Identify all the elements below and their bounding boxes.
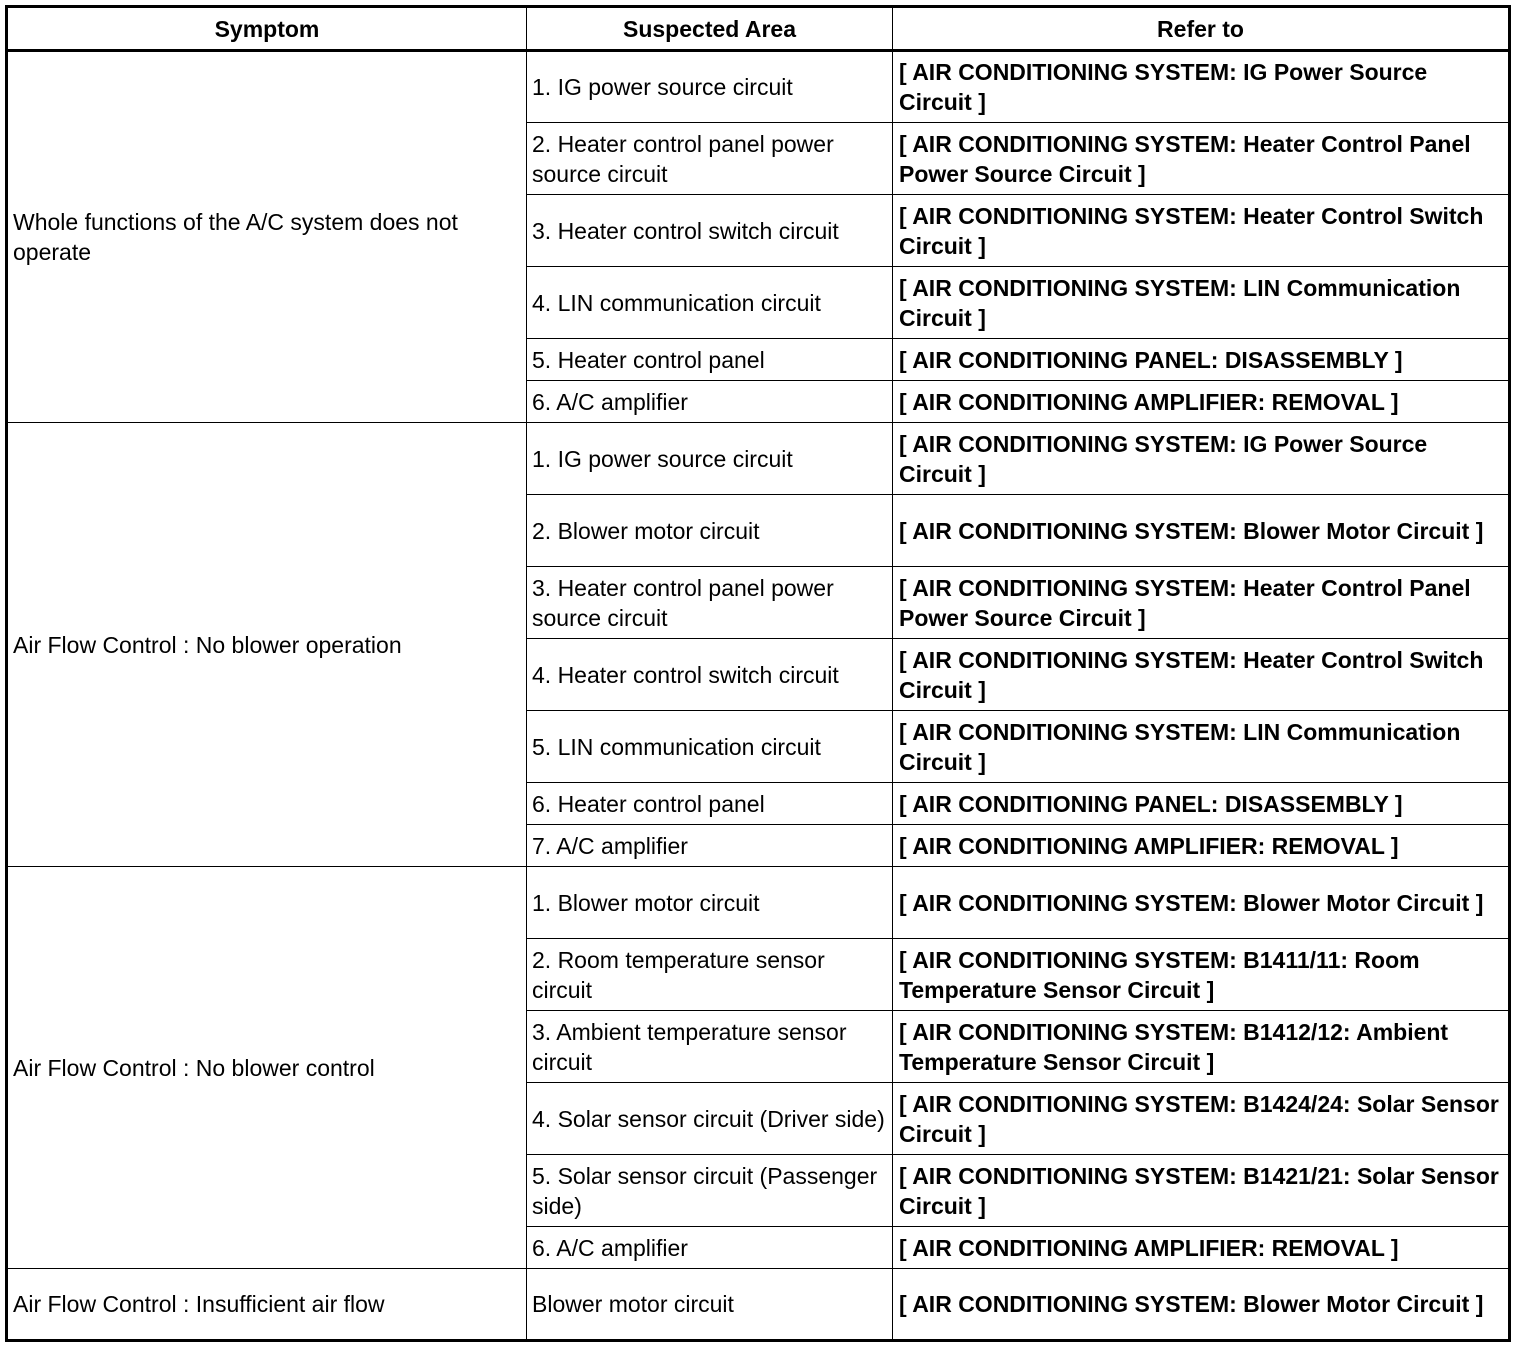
table-row xyxy=(7,423,1510,495)
header-suspected-area: Suspected Area xyxy=(527,7,893,51)
suspected-area-cell: 5. LIN communication circuit xyxy=(527,711,893,783)
refer-to-link[interactable]: [ AIR CONDITIONING SYSTEM: LIN Communication Circuit ] xyxy=(893,711,1510,783)
refer-to-link[interactable]: [ AIR CONDITIONING SYSTEM: B1412/12: Ambient Temperature Sensor Circuit ] xyxy=(893,1011,1510,1083)
symptom-cell: Air Flow Control : Insufficient air flow xyxy=(7,1269,527,1341)
suspected-area-cell: 6. Heater control panel xyxy=(527,783,893,825)
symptom-cell: Whole functions of the A/C system does not operate xyxy=(7,51,527,423)
refer-to-link[interactable]: [ AIR CONDITIONING SYSTEM: Blower Motor Circuit ] xyxy=(893,495,1510,567)
refer-to-link[interactable]: [ AIR CONDITIONING SYSTEM: Heater Control Panel Power Source Circuit ] xyxy=(893,567,1510,639)
refer-to-link[interactable]: [ AIR CONDITIONING SYSTEM: Blower Motor Circuit ] xyxy=(893,867,1510,939)
refer-to-link[interactable]: [ AIR CONDITIONING SYSTEM: LIN Communication Circuit ] xyxy=(893,267,1510,339)
suspected-area-cell: 1. IG power source circuit xyxy=(527,423,893,495)
suspected-area-cell: 1. Blower motor circuit xyxy=(527,867,893,939)
suspected-area-cell: 5. Heater control panel xyxy=(527,339,893,381)
suspected-area-cell: 3. Heater control switch circuit xyxy=(527,195,893,267)
header-symptom: Symptom xyxy=(7,7,527,51)
table-row xyxy=(7,1269,1510,1341)
suspected-area-cell: 3. Ambient temperature sensor circuit xyxy=(527,1011,893,1083)
suspected-area-cell: 6. A/C amplifier xyxy=(527,1227,893,1269)
diagnosis-table xyxy=(5,5,1511,1342)
suspected-area-cell: 1. IG power source circuit xyxy=(527,51,893,123)
refer-to-link[interactable]: [ AIR CONDITIONING SYSTEM: Heater Control Panel Power Source Circuit ] xyxy=(893,123,1510,195)
suspected-area-cell: 2. Heater control panel power source circuit xyxy=(527,123,893,195)
suspected-area-cell: 7. A/C amplifier xyxy=(527,825,893,867)
header-refer-to: Refer to xyxy=(893,7,1510,51)
suspected-area-cell: 4. Solar sensor circuit (Driver side) xyxy=(527,1083,893,1155)
table-row xyxy=(7,867,1510,939)
refer-to-link[interactable]: [ AIR CONDITIONING SYSTEM: Heater Control Switch Circuit ] xyxy=(893,195,1510,267)
refer-to-link[interactable]: [ AIR CONDITIONING SYSTEM: Blower Motor Circuit ] xyxy=(893,1269,1510,1341)
suspected-area-cell: 6. A/C amplifier xyxy=(527,381,893,423)
symptom-cell: Air Flow Control : No blower operation xyxy=(7,423,527,867)
refer-to-link[interactable]: [ AIR CONDITIONING AMPLIFIER: REMOVAL ] xyxy=(893,381,1510,423)
suspected-area-cell: 3. Heater control panel power source circuit xyxy=(527,567,893,639)
suspected-area-cell: Blower motor circuit xyxy=(527,1269,893,1341)
refer-to-link[interactable]: [ AIR CONDITIONING AMPLIFIER: REMOVAL ] xyxy=(893,825,1510,867)
refer-to-link[interactable]: [ AIR CONDITIONING SYSTEM: B1424/24: Solar Sensor Circuit ] xyxy=(893,1083,1510,1155)
header-row xyxy=(7,7,1510,51)
refer-to-link[interactable]: [ AIR CONDITIONING PANEL: DISASSEMBLY ] xyxy=(893,339,1510,381)
suspected-area-cell: 4. Heater control switch circuit xyxy=(527,639,893,711)
refer-to-link[interactable]: [ AIR CONDITIONING PANEL: DISASSEMBLY ] xyxy=(893,783,1510,825)
refer-to-link[interactable]: [ AIR CONDITIONING SYSTEM: Heater Control Switch Circuit ] xyxy=(893,639,1510,711)
table-row xyxy=(7,51,1510,123)
refer-to-link[interactable]: [ AIR CONDITIONING AMPLIFIER: REMOVAL ] xyxy=(893,1227,1510,1269)
refer-to-link[interactable]: [ AIR CONDITIONING SYSTEM: IG Power Source Circuit ] xyxy=(893,423,1510,495)
symptom-cell: Air Flow Control : No blower control xyxy=(7,867,527,1269)
refer-to-link[interactable]: [ AIR CONDITIONING SYSTEM: IG Power Source Circuit ] xyxy=(893,51,1510,123)
refer-to-link[interactable]: [ AIR CONDITIONING SYSTEM: B1411/11: Room Temperature Sensor Circuit ] xyxy=(893,939,1510,1011)
suspected-area-cell: 4. LIN communication circuit xyxy=(527,267,893,339)
suspected-area-cell: 2. Room temperature sensor circuit xyxy=(527,939,893,1011)
suspected-area-cell: 5. Solar sensor circuit (Passenger side) xyxy=(527,1155,893,1227)
suspected-area-cell: 2. Blower motor circuit xyxy=(527,495,893,567)
refer-to-link[interactable]: [ AIR CONDITIONING SYSTEM: B1421/21: Solar Sensor Circuit ] xyxy=(893,1155,1510,1227)
